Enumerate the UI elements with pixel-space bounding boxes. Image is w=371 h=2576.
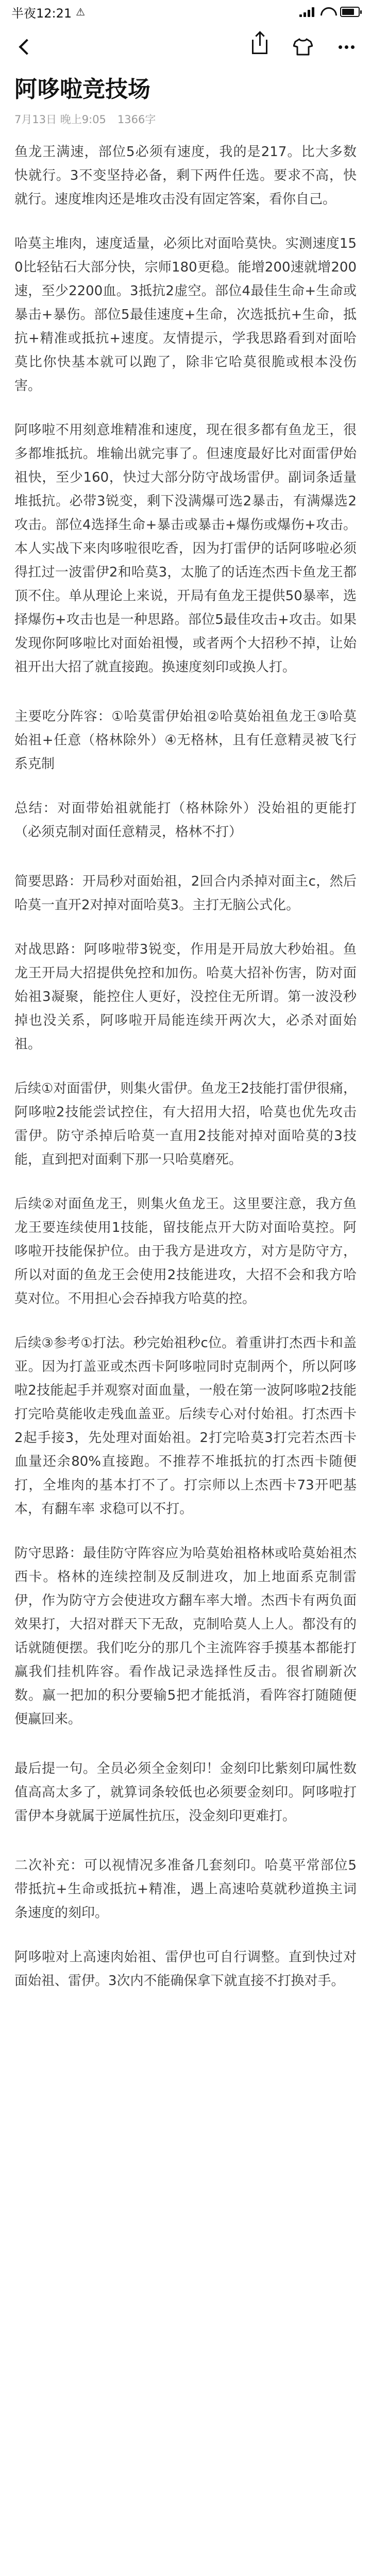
paragraph-supplement-2: 阿哆啦对上高速肉始祖、雷伊也可自行调整。直到快过对面始祖、雷伊。3次内不能确保拿下就直接不打换对手。	[14, 1950, 357, 1989]
nav-bar	[0, 25, 371, 69]
paragraph-gold-runes: 最后提一句。全员必须全金刻印！金刻印比紫刻印属性数值高高太多了，就算词条较低也必须要金刻印。阿哆啦打雷伊本身就属于逆属性抗压，没金刻印更难打。	[14, 1761, 357, 1824]
paragraph-brief-idea: 简要思路：开局秒对面始祖，2回合内杀掉对面主c，然后哈莫一直开2对掉对面哈莫3。主打无脑公式化。	[14, 874, 357, 913]
paragraph-summary: 总结：对面带始祖就能打（格林除外）没始祖的更能打（必须克制对面任意精灵，格林不打）	[14, 801, 357, 840]
back-icon	[19, 39, 35, 55]
paragraph-spirit-fishdragon: 鱼龙王满速，部位5必须有速度，我的是217。比大多数快就行。3不变坚持必备，剩下两件任选。要求不高，快就行。速度堆肉还是堆攻击没有固定答案，看你自己。	[14, 144, 357, 207]
battery-fill	[342, 9, 354, 15]
article-date: 7月13日 晚上9:05	[14, 113, 106, 126]
article-title: 阿哆啦竞技场	[14, 76, 150, 103]
paragraph-defense: 防守思路：最佳防守阵容应为哈莫始祖格林或哈莫始祖杰西卡。格林的连续控制及反制进攻，加上地面系克制雷伊，作为防守方会使进攻方翻车率大增。杰西卡有两负面效果打，大招对群天下无敌，克制哈莫人上人。都没有的话就随便摆。我们吃分的那几个主流阵容手摸基本都能打赢我们挂机阵容。看作战记录选择性反击。很省刷新次数。赢一把加的积分要输5把才能抵消，看阵容打随随便便赢回来。	[14, 1546, 357, 1727]
paragraph-spirit-hamo: 哈莫主堆肉，速度适量，必须比对面哈莫快。实测速度150比轻钻石大部分快，宗师180更稳。能增200速就增200速，至少2200血。3抵抗2虚空。部位4最佳生命+生命或暴击+暴伤。部位5最佳速度+生命，次选抵抗+生命，抵抗+精准或抵抗+速度。友情提示，学我思路看到对面哈莫比你快基本就可以跑了，除非它哈莫很脆或根本没伤害。	[14, 236, 357, 394]
paragraph-battle-idea: 对战思路：阿哆啦带3锐变，作用是开局放大秒始祖。鱼龙王开局大招提供免控和加伤。哈莫大招补伤害，防对面始祖3凝聚，能控住人更好，没控住无所谓。第一波没秒掉也没关系，阿哆啦开局能连续开两次大，必杀对面始祖。	[14, 942, 357, 1052]
paragraph-followup-2: 后续②对面鱼龙王，则集火鱼龙王。这里要注意，我方鱼龙王要连续使用1技能，留技能点开大防对面哈莫控。阿哆啦开技能保护位。由于我方是进攻方，对方是防守方，所以对面的鱼龙王会使用2技能进攻，大招不会和我方哈莫对位。不用担心会吞掉我方哈莫的控。	[14, 1196, 357, 1307]
battery-icon	[340, 7, 360, 17]
signal-icon	[299, 7, 314, 17]
back-button[interactable]	[13, 36, 36, 58]
more-icon	[339, 45, 355, 49]
paragraph-spirit-aduola: 阿哆啦不用刻意堆精准和速度，现在很多都有鱼龙王，很多都堆抵抗。堆输出就完事了。但速度最好比对面雷伊始祖快，至少160，快过大部分防守战场雷伊。副词条适量堆抵抗。必带3锐变，剩下没满爆可选2暴击，有满爆选2攻击。部位4选择生命+暴击或暴击+爆伤或爆伤+攻击。本人实战下来肉哆啦很吃香，因为打雷伊的话阿哆啦必须得扛过一波雷伊2和哈莫3，太脆了的话连杰西卡鱼龙王都顶不住。单从理论上来说，开局有鱼龙王提供50暴率，选择爆伤+攻击也是一种思路。部位5最佳攻击+攻击。如果发现你阿哆啦比对面始祖慢，或者两个大招秒不掉，让始祖开出大招了就直接跑。换速度刻印或换人打。	[14, 422, 357, 675]
tshirt-icon	[293, 38, 313, 56]
paragraph-followup-1: 后续①对面雷伊，则集火雷伊。鱼龙王2技能打雷伊很痛，阿哆啦2技能尝试控住，有大招用大招，哈莫也优先攻击雷伊。防守杀掉后哈莫一直用2技能对掉对面哈莫的3技能，直到把对面剩下那一只哈莫磨死。	[14, 1081, 357, 1167]
status-bar	[0, 0, 371, 24]
theme-button[interactable]	[292, 36, 314, 58]
wifi-icon	[321, 7, 334, 16]
status-right	[299, 7, 360, 17]
share-button[interactable]	[248, 36, 271, 58]
article-meta	[14, 111, 357, 127]
status-time: 半夜12:21	[11, 6, 72, 21]
paragraph-target-lineups: 主要吃分阵容：①哈莫雷伊始祖②哈莫始祖鱼龙王③哈莫始祖+任意（格林除外）④无格林，且有任意精灵被飞行系克制	[14, 709, 357, 772]
paragraph-supplement: 二次补充：可以视情况多准备几套刻印。哈莫平常部位5带抵抗+生命或抵抗+精准，遇上高速哈莫就秒道换主词条速度的刻印。	[14, 1858, 357, 1921]
article	[14, 74, 357, 2013]
status-left	[11, 3, 85, 21]
paragraph-followup-3: 后续③参考①打法。秒完始祖秒c位。着重讲打杰西卡和盖亚。因为打盖亚或杰西卡阿哆啦同时克制两个，所以阿哆啦2技能起手并观察对面血量，一般在第一波阿哆啦2技能打完哈莫能收走残血盖亚。后续专心对付始祖。打杰西卡2起手接3，先处理对面始祖。2打完哈莫3打完若杰西卡血量还余80%直接跑。不推荐不堆抵抗的打杰西卡随便打，全堆肉的基本打不了。打宗师以上杰西卡73开吧基本，有翻车率 求稳可以不打。	[14, 1335, 357, 1517]
article-word-count: 1366字	[117, 113, 156, 126]
share-icon	[252, 40, 267, 54]
more-button[interactable]	[335, 36, 358, 58]
notification-icon: ⚠	[76, 6, 86, 18]
